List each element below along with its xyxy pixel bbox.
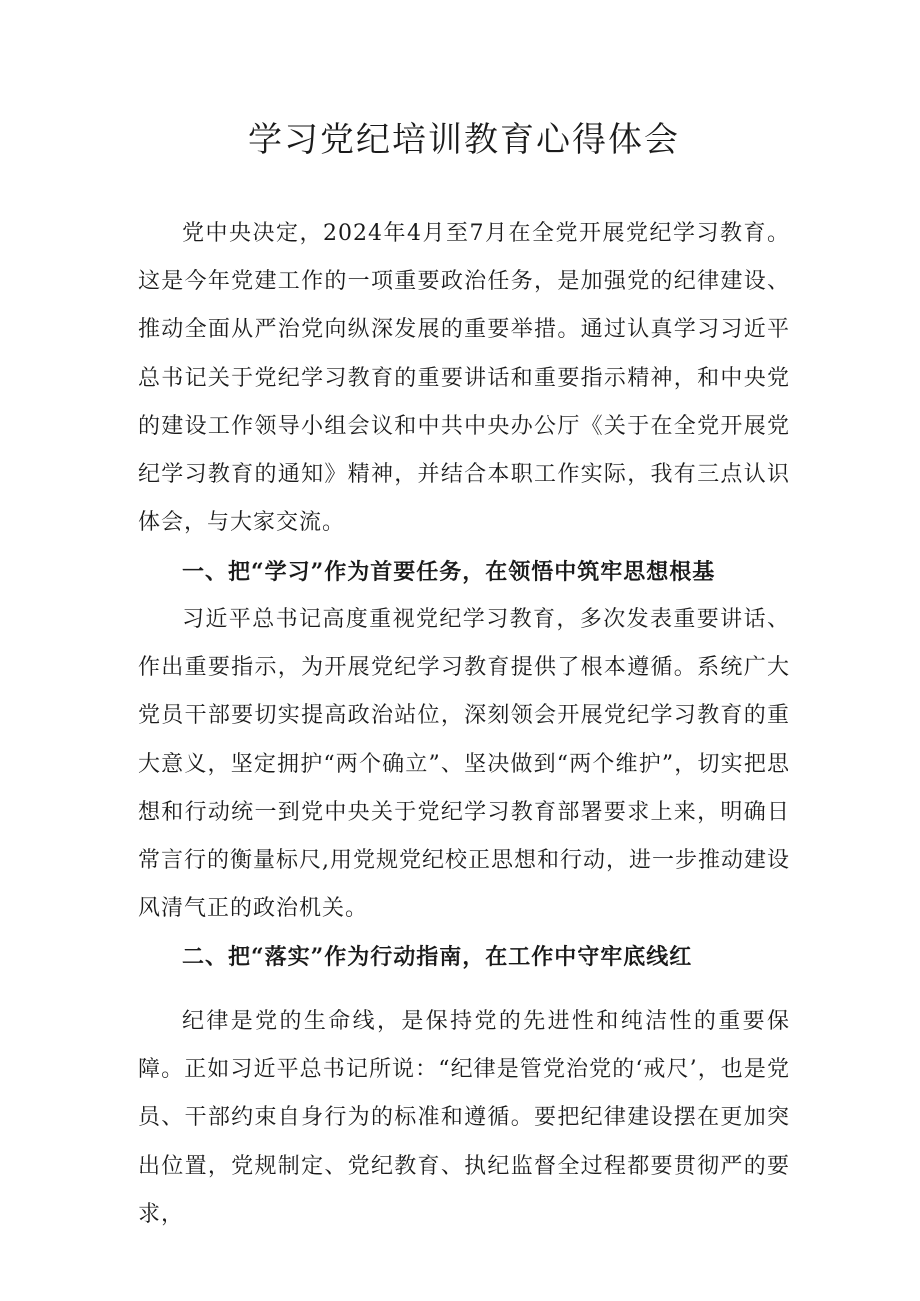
paragraph-section-1: 习近平总书记高度重视党纪学习教育，多次发表重要讲话、作出重要指示，为开展党纪学习教育提供了根本遵循。系统广大党员干部要切实提高政治站位，深刻领会开展党纪学习教育的重大意义，坚定拥护“两个确立”、坚决做到“两个维护”，切实把思想和行动统一到党中央关于党纪学习教育部署要求上来，明确日常言行的衡量标尺,用党规党纪校正思想和行动，进一步推动建设风清气正的政治机关。 — [138, 607, 790, 922]
section-heading-2: 二、把“落实”作为行动指南，在工作中守牢底线红 — [182, 944, 693, 970]
paragraph-intro: 党中央决定，2024年4月至7月在全党开展党纪学习教育。这是今年党建工作的一项重要政治任务，是加强党的纪律建设、推动全面从严治党向纵深发展的重要举措。通过认真学习习近平总书记关于党纪学习教育的重要讲话和重要指示精神，和中央党的建设工作领导小组会议和中共中央办公厅《关于在全党开展党纪学习教育的通知》精神，并结合本职工作实际，我有三点认识体会，与大家交流。 — [138, 221, 790, 536]
document-title: 学习党纪培训教育心得体会 — [248, 120, 680, 160]
paragraph-section-2: 纪律是党的生命线，是保持党的先进性和纯洁性的重要保障。正如习近平总书记所说：“纪律是管党治党的‘戒尺’，也是党员、干部约束自身行为的标准和遵循。要把纪律建设摆在更加突出位置，党规制定、党纪教育、执纪监督全过程都要贯彻严的要求， — [138, 1009, 790, 1227]
section-heading-1: 一、把“学习”作为首要任务，在领悟中筑牢思想根基 — [182, 559, 716, 585]
